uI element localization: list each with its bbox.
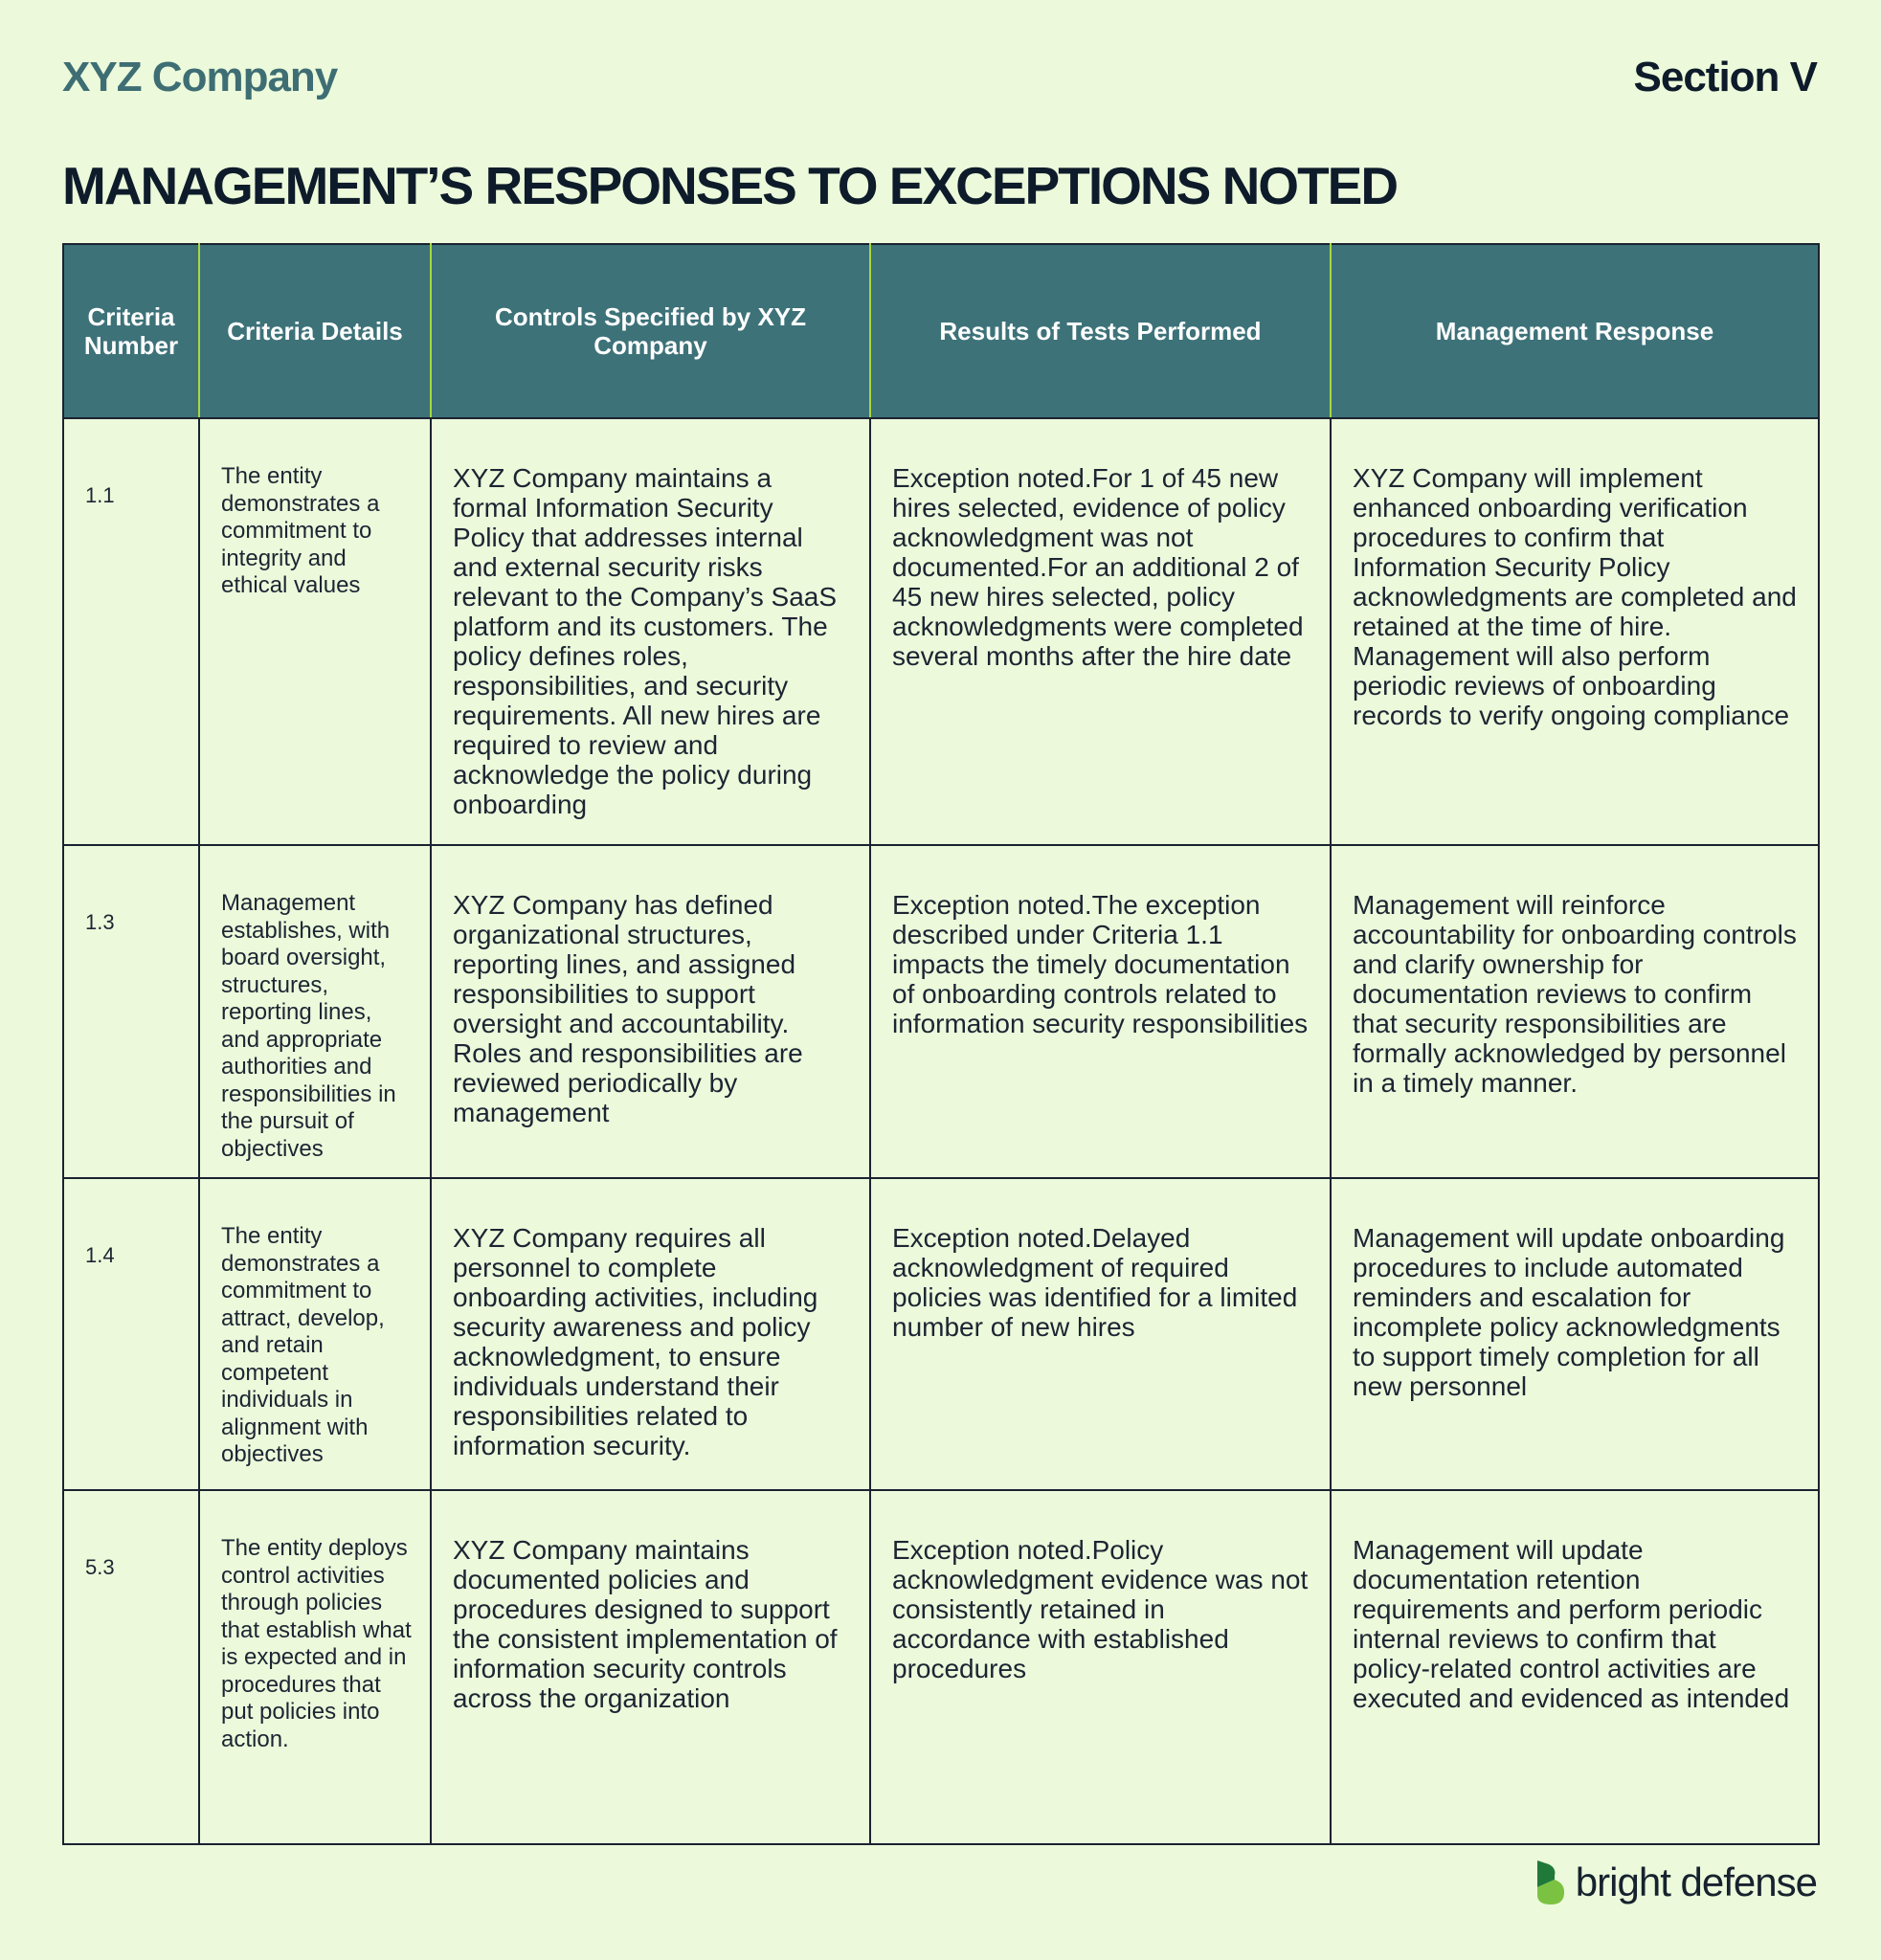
controls-cell [431,1490,870,1844]
table-row [63,1490,1819,1844]
controls-text: XYZ Company maintains documented policies and procedures designed to support the consistent implementation of information security controls across the organization [453,1535,838,1713]
company-name: XYZ Company [62,54,338,100]
response-text: XYZ Company will implement enhanced onboarding verification procedures to confirm that Information Security Policy acknowledgments are completed and retained at the time of hire. Management will also perform periodic reviews of onboarding records to verify ongoing compliance [1353,463,1797,730]
bright-defense-logo-icon [1535,1859,1566,1906]
results-cell [870,1490,1331,1844]
criteria-details-cell [199,845,431,1178]
response-text: Management will update onboarding procedures to include automated reminders and escalation for incomplete policy acknowledgments to support timely completion for all new personnel [1353,1223,1785,1401]
response-cell [1331,1178,1819,1490]
results-cell [870,1178,1331,1490]
response-cell [1331,1490,1819,1844]
results-text: Exception noted.The exception described under Criteria 1.1 impacts the timely documentation of onboarding controls related to information security responsibilities [892,890,1309,1038]
criteria-number-cell [63,1490,199,1844]
exceptions-table [62,243,1820,1845]
controls-text: XYZ Company requires all personnel to complete onboarding activities, including security awareness and policy acknowledgment, to ensure individuals understand their responsibilities related to information security. [453,1223,818,1460]
response-text: Management will update documentation retention requirements and perform periodic internal reviews to confirm that policy-related control activities are executed and evidenced as intended [1353,1535,1790,1713]
criteria-details: The entity demonstrates a commitment to integrity and ethical values [221,463,380,598]
criteria-number: 1.4 [85,1243,115,1267]
criteria-details-cell [199,1178,431,1490]
criteria-details-cell [199,1490,431,1844]
criteria-number-cell [63,418,199,845]
controls-cell [431,845,870,1178]
criteria-details-cell [199,418,431,845]
controls-cell [431,1178,870,1490]
table-row [63,1178,1819,1490]
criteria-details: The entity deploys control activities through policies that establish what is expected and in procedures that put policies into action. [221,1535,412,1752]
results-text: Exception noted.Policy acknowledgment evidence was not consistently retained in accordance with established procedures [892,1535,1309,1683]
column-header-controls: Controls Specified by XYZ Company [431,244,870,418]
table-row [63,418,1819,845]
controls-text: XYZ Company has defined organizational structures, reporting lines, and assigned responsibilities to support oversight and accountability. Roles and responsibilities are reviewed periodically by management [453,890,803,1127]
column-header-management-response: Management Response [1331,244,1819,418]
section-label: Section V [1633,54,1817,100]
response-cell [1331,845,1819,1178]
criteria-number: 1.3 [85,910,115,934]
response-text: Management will reinforce accountability for onboarding controls and clarify ownership for documentation reviews to confirm that security responsibilities are formally acknowledged by personnel in a timely manner. [1353,890,1797,1098]
results-text: Exception noted.Delayed acknowledgment of required policies was identified for a limited number of new hires [892,1223,1298,1342]
bright-defense-logo [1535,1859,1817,1906]
controls-text: XYZ Company maintains a formal Information Security Policy that addresses internal and external security risks relevant to the Company’s SaaS platform and its customers. The policy defines roles, responsibilities, and security requirements. All new hires are required to review and acknowledge the policy during onboarding [453,463,838,819]
controls-cell [431,418,870,845]
column-header-criteria-number: Criteria Number [63,244,199,418]
criteria-number-cell [63,845,199,1178]
results-text: Exception noted.For 1 of 45 new hires selected, evidence of policy acknowledgment was not documented.For an additional 2 of 45 new hires selected, policy acknowledgments were completed several months after the hire date [892,463,1304,671]
column-header-criteria-details: Criteria Details [199,244,431,418]
criteria-number: 5.3 [85,1555,115,1579]
results-cell [870,845,1331,1178]
logo-text: bright defense [1575,1860,1817,1904]
criteria-number: 1.1 [85,483,115,507]
criteria-details: The entity demonstrates a commitment to attract, develop, and retain competent individuals in alignment with objectives [221,1223,385,1467]
table-header-row [63,244,1819,418]
criteria-number-cell [63,1178,199,1490]
table-row [63,845,1819,1178]
column-header-results: Results of Tests Performed [870,244,1331,418]
criteria-details: Management establishes, with board oversight, structures, reporting lines, and appropriate authorities and responsibilities in the pursuit of objectives [221,890,396,1162]
response-cell [1331,418,1819,845]
page-title: MANAGEMENT’S RESPONSES TO EXCEPTIONS NOTED [62,156,1398,215]
results-cell [870,418,1331,845]
